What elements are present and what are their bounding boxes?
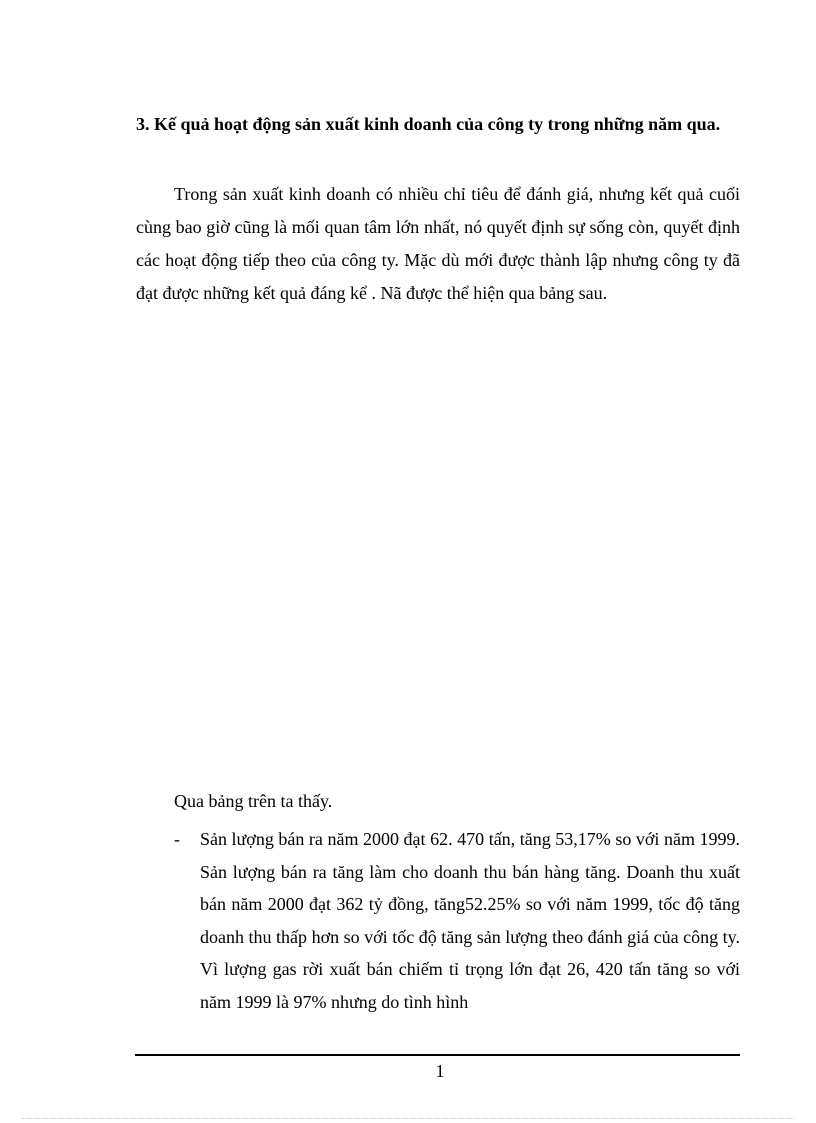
- bullet-text: Sản lượng bán ra năm 2000 đạt 62. 470 tấn, tăng 53,17% so với năm 1999. Sản lượng bán ra tăng làm cho doanh thu bán hàng tăng. Doanh thu xuất bán năm 2000 đạt 362 tỷ đồng, tăng52.25% so với năm 1999, tốc độ tăng doanh thu thấp hơn so với tốc độ tăng sản lượng theo đánh giá của công ty. Vì lượng gas rời xuất bán chiếm tỉ trọng lớn đạt 26, 420 tấn tăng so với năm 1999 là 97% nhưng do tình hình: [200, 829, 740, 1012]
- page-edge-divider: [22, 1118, 794, 1119]
- footer-divider: [135, 1054, 740, 1056]
- list-item: [174, 823, 740, 1018]
- section-heading: 3. Kế quả hoạt động sản xuất kinh doanh của công ty trong những năm qua.: [136, 114, 721, 134]
- analysis-intro: Qua bảng trên ta thấy.: [174, 791, 333, 811]
- intro-paragraph: Trong sản xuất kinh doanh có nhiều chỉ tiêu để đánh giá, nhưng kết quả cuối cùng bao giờ cũng là mối quan tâm lớn nhất, nó quyết định sự sống còn, quyết định các hoạt động tiếp theo của công ty. Mặc dù mới được thành lập nhưng công ty đã đạt được những kết quả đáng kể . Nã được thể hiện qua bảng sau.: [136, 184, 740, 303]
- page-number: 1: [435, 1061, 445, 1081]
- bullet-dash: -: [174, 829, 180, 849]
